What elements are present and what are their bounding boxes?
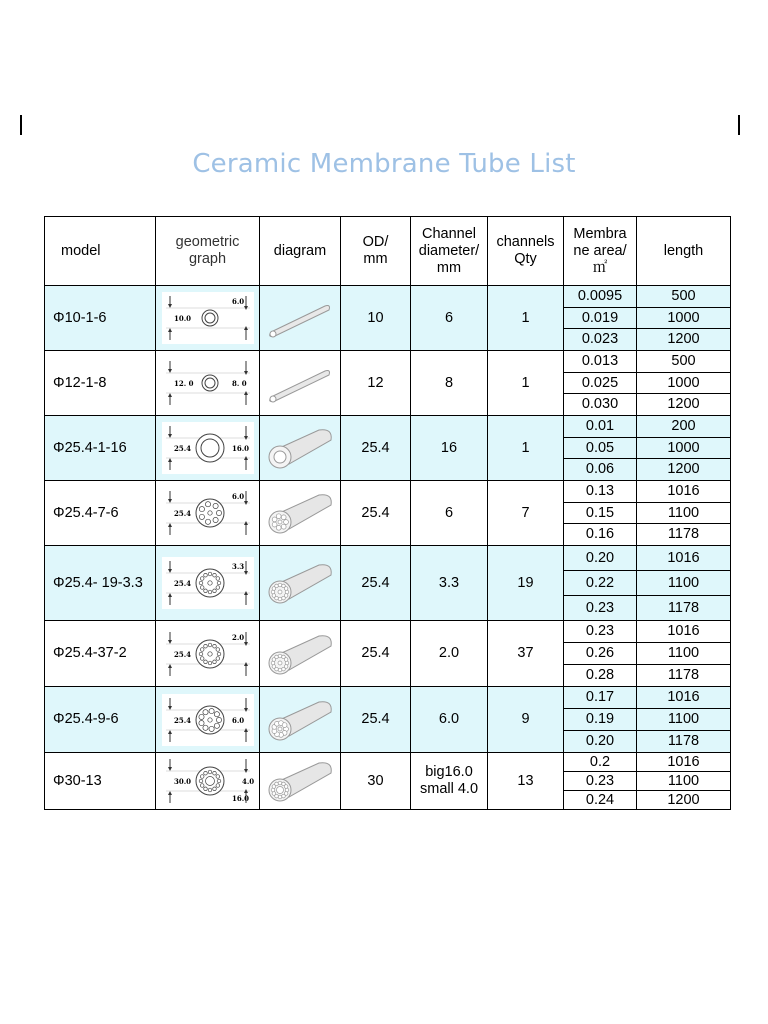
channel-diameter: 6 <box>444 309 454 326</box>
model-cell: Φ25.4-37-2 <box>45 621 156 687</box>
cross-section-graph-icon <box>156 628 259 680</box>
tube-table <box>44 216 731 810</box>
table-row <box>45 753 731 810</box>
cross-section-graph-icon <box>156 755 259 807</box>
membrane-area-value: 0.01 <box>564 416 636 438</box>
length-value: 1100 <box>637 643 730 665</box>
od-value: 25.4 <box>341 621 411 687</box>
channel-diameter: 3.3 <box>438 574 460 591</box>
table-row <box>45 546 731 621</box>
length-value: 1000 <box>637 438 730 460</box>
membrane-area-value: 0.13 <box>564 481 636 503</box>
channel-cell <box>411 351 488 416</box>
channels-qty-value: 19 <box>488 546 564 621</box>
length-value: 1100 <box>637 772 730 791</box>
tube-diagram-icon <box>260 424 340 472</box>
channel-cell <box>411 286 488 351</box>
model-cell: Φ25.4-9-6 <box>45 687 156 753</box>
channel-cell <box>411 687 488 753</box>
od-value: 25.4 <box>341 546 411 621</box>
graph-od-label: 25.4 <box>173 579 191 588</box>
cross-section-graph-icon <box>156 487 259 539</box>
graph-od-label: 12. 0 <box>173 379 193 388</box>
diagram-cell <box>260 687 341 753</box>
graph-od-label: 10.0 <box>173 314 191 323</box>
membrane-area-value: 0.013 <box>564 351 636 373</box>
membrane-area-value: 0.19 <box>564 709 636 731</box>
header-length: length <box>637 217 731 286</box>
model-cell: Φ10-1-6 <box>45 286 156 351</box>
header-row <box>45 217 731 286</box>
od-value: 10 <box>341 286 411 351</box>
od-value: 25.4 <box>341 687 411 753</box>
model-cell: Φ25.4-7-6 <box>45 481 156 546</box>
membrane-area-value: 0.26 <box>564 643 636 665</box>
graph-channel-label-2: 16.0 <box>231 794 249 803</box>
channels-qty-value: 37 <box>488 621 564 687</box>
model-cell: Φ25.4- 19-3.3 <box>45 546 156 621</box>
tube-diagram-icon <box>260 359 340 407</box>
membrane-area-value: 0.28 <box>585 667 615 683</box>
header-od: OD/ mm <box>341 217 411 286</box>
length-value: 1200 <box>667 461 700 478</box>
length-cell <box>637 481 731 546</box>
model-cell: Φ25.4-1-16 <box>45 416 156 481</box>
header-geometric-graph: geometric graph <box>156 217 260 286</box>
membrane-area-cell <box>564 351 637 416</box>
graph-channel-label: 6.0 <box>231 297 244 306</box>
membrane-area-value: 0.05 <box>564 438 636 460</box>
channel-cell <box>411 753 488 810</box>
geometric-graph <box>156 351 260 416</box>
length-value: 1100 <box>637 503 730 525</box>
membrane-area-value: 0.15 <box>564 503 636 525</box>
length-value: 1016 <box>637 546 730 571</box>
header-membrane-area: Membra ne area/ ㎡ <box>564 217 637 286</box>
membrane-area-value: 0.23 <box>564 772 636 791</box>
membrane-area-value: 0.23 <box>585 599 615 616</box>
membrane-area-value: 0.019 <box>564 308 636 330</box>
channel-diameter-small: small 4.0 <box>419 781 479 797</box>
channels-qty-value: 1 <box>488 286 564 351</box>
channels-qty-value: 9 <box>488 687 564 753</box>
geometric-graph <box>156 416 260 481</box>
tube-diagram-icon <box>260 630 340 678</box>
od-value: 25.4 <box>341 481 411 546</box>
membrane-area-value: 0.17 <box>564 687 636 709</box>
channels-qty-value: 13 <box>488 753 564 810</box>
length-cell <box>637 351 731 416</box>
diagram-cell <box>260 351 341 416</box>
graph-channel-label: 3.3 <box>231 562 244 571</box>
graph-channel-label: 4.0 <box>241 777 254 786</box>
graph-od-label: 30.0 <box>173 777 191 786</box>
od-value: 12 <box>341 351 411 416</box>
length-value: 1178 <box>667 599 700 616</box>
diagram-cell <box>260 286 341 351</box>
model-cell: Φ12-1-8 <box>45 351 156 416</box>
length-value: 1016 <box>637 621 730 643</box>
channels-qty-value: 1 <box>488 351 564 416</box>
tube-diagram-icon <box>260 489 340 537</box>
membrane-area-value: 0.2 <box>564 753 636 772</box>
cross-section-graph-icon <box>156 694 259 746</box>
graph-od-label: 25.4 <box>173 444 191 453</box>
membrane-area-value: 0.0095 <box>564 286 636 308</box>
membrane-area-cell <box>564 621 637 687</box>
length-value: 1100 <box>637 571 730 596</box>
cross-section-graph-icon <box>156 292 259 344</box>
length-cell <box>637 687 731 753</box>
graph-channel-label: 16.0 <box>231 444 249 453</box>
length-value: 1100 <box>637 709 730 731</box>
graph-od-label: 25.4 <box>173 715 191 725</box>
channel-diameter: 6 <box>444 504 454 521</box>
channels-qty-value: 1 <box>488 416 564 481</box>
header-channel-diameter: Channel diameter/ mm <box>411 217 488 286</box>
channel-cell <box>411 481 488 546</box>
diagram-cell <box>260 621 341 687</box>
document-title: Ceramic Membrane Tube List <box>192 149 576 179</box>
length-value: 1178 <box>667 733 700 749</box>
membrane-area-value: 0.023 <box>581 331 619 348</box>
membrane-area-value: 0.20 <box>564 546 636 571</box>
geometric-graph <box>156 481 260 546</box>
membrane-area-value: 0.06 <box>585 461 615 478</box>
membrane-area-cell <box>564 416 637 481</box>
diagram-cell <box>260 481 341 546</box>
length-value: 1200 <box>667 396 700 413</box>
cross-section-graph-icon <box>156 422 259 474</box>
od-value: 25.4 <box>341 416 411 481</box>
geometric-graph <box>156 286 260 351</box>
length-value: 500 <box>637 286 730 308</box>
membrane-area-value: 0.23 <box>564 621 636 643</box>
diagram-cell <box>260 546 341 621</box>
od-value: 30 <box>341 753 411 810</box>
table-row <box>45 286 731 351</box>
length-cell <box>637 753 731 810</box>
length-value: 1178 <box>667 526 700 543</box>
membrane-area-value: 0.22 <box>564 571 636 596</box>
graph-channel-label: 6.0 <box>231 715 244 725</box>
membrane-area-cell <box>564 687 637 753</box>
length-value: 1016 <box>637 753 730 772</box>
geometric-graph <box>156 753 260 810</box>
diagram-cell <box>260 753 341 810</box>
model-cell: Φ30-13 <box>45 753 156 810</box>
length-cell <box>637 286 731 351</box>
channel-cell <box>411 546 488 621</box>
channel-cell <box>411 416 488 481</box>
graph-od-label: 25.4 <box>173 509 191 518</box>
length-value: 1016 <box>637 481 730 503</box>
membrane-area-cell <box>564 481 637 546</box>
right-margin-mark <box>738 115 740 135</box>
table-row <box>45 481 731 546</box>
length-value: 500 <box>637 351 730 373</box>
channel-diameter: 2.0 <box>438 645 460 661</box>
header-diagram: diagram <box>260 217 341 286</box>
membrane-area-value: 0.24 <box>585 791 615 808</box>
membrane-area-cell <box>564 753 637 810</box>
tube-diagram-icon <box>260 696 340 744</box>
channel-diameter: 8 <box>444 374 454 391</box>
length-value: 1000 <box>637 308 730 330</box>
length-cell <box>637 546 731 621</box>
graph-channel-label: 8. 0 <box>231 379 247 388</box>
header-channels-qty: channels Qty <box>488 217 564 286</box>
diagram-cell <box>260 416 341 481</box>
graph-channel-label: 2.0 <box>231 632 244 642</box>
channel-diameter: 16 <box>440 439 458 456</box>
geometric-graph <box>156 687 260 753</box>
graph-od-label: 25.4 <box>173 649 191 659</box>
tube-diagram-icon <box>260 294 340 342</box>
geometric-graph <box>156 546 260 621</box>
membrane-area-cell <box>564 546 637 621</box>
length-value: 1016 <box>637 687 730 709</box>
table-row <box>45 621 731 687</box>
channel-diameter-big: big16.0 <box>425 764 473 780</box>
header-model: model <box>45 217 156 286</box>
length-cell <box>637 621 731 687</box>
cross-section-graph-icon <box>156 357 259 409</box>
length-value: 1000 <box>637 373 730 395</box>
membrane-area-cell <box>564 286 637 351</box>
length-cell <box>637 416 731 481</box>
graph-channel-label: 6.0 <box>231 492 244 501</box>
membrane-area-value: 0.16 <box>585 526 615 543</box>
cross-section-graph-icon <box>156 557 259 609</box>
channels-qty-value: 7 <box>488 481 564 546</box>
membrane-area-value: 0.025 <box>564 373 636 395</box>
table-row <box>45 416 731 481</box>
length-value: 1178 <box>667 667 700 683</box>
membrane-area-value: 0.030 <box>581 396 619 413</box>
length-value: 1200 <box>667 791 700 808</box>
channel-diameter: 6.0 <box>438 711 460 727</box>
tube-diagram-icon <box>260 559 340 607</box>
length-value: 1200 <box>667 331 700 348</box>
channel-cell <box>411 621 488 687</box>
membrane-area-value: 0.20 <box>585 733 615 749</box>
tube-diagram-icon <box>260 757 340 805</box>
geometric-graph <box>156 621 260 687</box>
length-value: 200 <box>637 416 730 438</box>
table-row <box>45 687 731 753</box>
table-row <box>45 351 731 416</box>
left-margin-mark <box>20 115 22 135</box>
